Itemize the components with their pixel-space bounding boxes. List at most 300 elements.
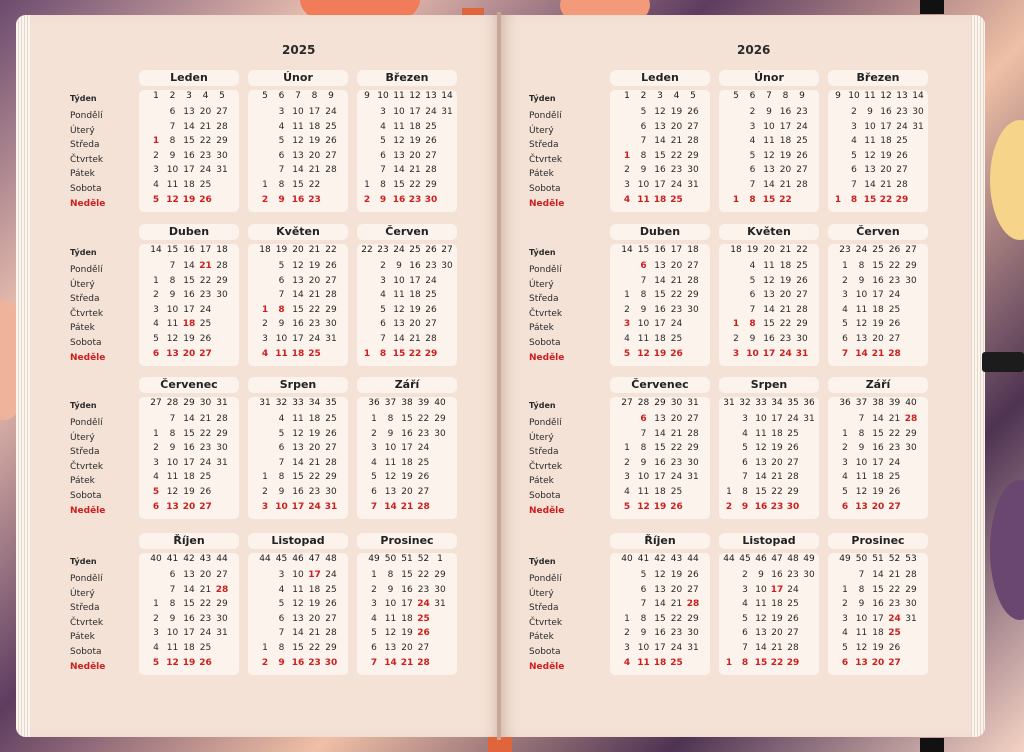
right-page <box>499 15 985 737</box>
week-number: 10 <box>848 91 860 101</box>
day-cell: 27 <box>888 501 901 512</box>
day-cell: 5 <box>842 319 848 330</box>
day-cell: 29 <box>325 472 337 483</box>
day-cell: 17 <box>291 501 305 512</box>
day-cell: 1 <box>842 584 848 595</box>
day-cell: 26 <box>888 319 901 330</box>
day-cell: 30 <box>687 165 699 176</box>
week-number: 29 <box>183 398 195 408</box>
day-cell: 12 <box>166 334 179 344</box>
day-cell: 30 <box>434 584 446 595</box>
day-cell: 26 <box>425 136 437 147</box>
day-cell: 4 <box>261 348 269 359</box>
day-cell: 5 <box>380 304 386 315</box>
day-cell: 26 <box>787 443 799 454</box>
day-cell: 21 <box>308 290 321 301</box>
day-cell: 8 <box>169 599 176 610</box>
week-number: 51 <box>872 554 884 564</box>
day-cell: 29 <box>425 180 437 190</box>
day-cell: 11 <box>637 657 650 668</box>
week-number: 10 <box>377 91 389 101</box>
day-cell: 9 <box>749 334 756 344</box>
day-cell: 25 <box>199 319 212 330</box>
weekday-labels <box>70 557 140 677</box>
day-cell: 20 <box>401 487 413 497</box>
day-cell: 31 <box>687 472 699 483</box>
day-cell: 16 <box>183 443 195 454</box>
day-cell: 4 <box>371 613 377 624</box>
week-number: 16 <box>654 245 666 255</box>
day-cell: 17 <box>308 107 321 117</box>
day-cell: 12 <box>763 275 775 286</box>
day-cell: 18 <box>654 487 666 497</box>
week-number: 46 <box>292 554 304 564</box>
day-cell: 11 <box>855 304 868 315</box>
day-cell: 1 <box>152 136 160 147</box>
day-cell: 21 <box>308 457 321 468</box>
day-cell: 31 <box>216 457 228 468</box>
day-cell: 21 <box>771 472 783 483</box>
day-cell: 4 <box>371 457 377 468</box>
day-cell: 3 <box>153 628 159 639</box>
day-cell: 21 <box>670 275 683 286</box>
month-grid <box>828 90 928 212</box>
month-name: Květen <box>719 224 819 240</box>
day-cell: 17 <box>183 457 195 468</box>
day-cell: 24 <box>308 501 321 512</box>
day-cell: 24 <box>199 628 212 639</box>
week-number: 25 <box>872 245 884 255</box>
day-cell: 2 <box>624 457 630 468</box>
day-cell: 28 <box>687 428 699 439</box>
day-cell: 17 <box>872 613 884 624</box>
month-name: Červen <box>357 224 457 240</box>
day-cell: 14 <box>654 428 666 439</box>
day-cell: 30 <box>905 275 917 286</box>
day-cell: 3 <box>624 643 630 653</box>
day-cell: 16 <box>292 487 304 497</box>
day-cell: 26 <box>325 428 337 439</box>
day-cell: 26 <box>199 334 212 344</box>
week-number: 14 <box>150 245 162 255</box>
day-cell: 16 <box>401 428 413 439</box>
day-cell: 27 <box>325 150 337 161</box>
day-cell: 28 <box>686 599 700 610</box>
month-name: Listopad <box>719 533 819 549</box>
day-cell: 20 <box>779 165 792 176</box>
day-cell: 23 <box>417 428 430 439</box>
month-block <box>828 70 928 212</box>
day-cell: 3 <box>623 319 631 330</box>
day-cell: 16 <box>409 261 421 271</box>
week-number: 16 <box>183 245 195 255</box>
day-cell: 2 <box>371 584 377 595</box>
day-cell: 18 <box>779 261 792 271</box>
day-cell: 17 <box>872 290 884 301</box>
week-label: Týden <box>529 94 556 103</box>
day-cell: 3 <box>278 107 285 117</box>
week-number: 17 <box>670 245 683 255</box>
day-cell: 22 <box>888 261 901 271</box>
week-number: 25 <box>409 245 421 255</box>
day-cell: 26 <box>687 570 699 580</box>
day-cell: 11 <box>855 628 868 639</box>
day-cell: 9 <box>396 261 402 271</box>
day-cell: 13 <box>763 165 775 176</box>
day-cell: 26 <box>325 136 337 147</box>
day-cell: 31 <box>441 107 453 117</box>
day-cell: 30 <box>803 570 815 580</box>
week-number: 35 <box>787 398 799 408</box>
day-cell: 15 <box>183 136 195 147</box>
day-cell: 13 <box>183 570 195 580</box>
day-cell: 10 <box>763 121 775 132</box>
week-number: 5 <box>690 91 696 101</box>
day-cell: 15 <box>393 180 405 190</box>
day-cell: 9 <box>640 457 647 468</box>
day-cell: 15 <box>755 487 767 497</box>
day-cell: 13 <box>292 275 304 286</box>
day-cell: 4 <box>153 180 159 190</box>
day-cell: 26 <box>670 501 683 512</box>
day-cell: 5 <box>152 194 160 205</box>
day-cell: 30 <box>216 150 228 161</box>
day-cell: 25 <box>325 414 337 424</box>
day-cell: 7 <box>278 457 285 468</box>
month-block <box>719 70 819 212</box>
day-cell: 21 <box>400 501 414 512</box>
day-cell: 3 <box>851 121 857 132</box>
day-cell: 30 <box>216 290 228 301</box>
day-cell: 1 <box>153 428 159 439</box>
day-cell: 9 <box>640 628 647 639</box>
day-cell: 5 <box>623 501 631 512</box>
day-cell: 8 <box>278 643 285 653</box>
week-number: 48 <box>787 554 799 564</box>
day-cell: 30 <box>441 261 453 271</box>
day-cell: 28 <box>787 472 799 483</box>
day-cell: 1 <box>725 657 733 668</box>
day-cell: 12 <box>637 348 650 359</box>
day-cell: 20 <box>670 584 683 595</box>
day-cell: 29 <box>216 275 228 286</box>
day-cell: 7 <box>169 414 176 424</box>
day-cell: 9 <box>169 290 176 301</box>
day-cell: 20 <box>182 501 196 512</box>
day-cell: 13 <box>654 261 666 271</box>
weekday-label: Sobota <box>529 491 561 501</box>
day-cell: 22 <box>670 613 683 624</box>
day-cell: 12 <box>855 643 868 653</box>
day-cell: 26 <box>199 194 212 205</box>
day-cell: 15 <box>872 428 884 439</box>
day-cell: 30 <box>216 613 228 624</box>
day-cell: 25 <box>199 180 212 190</box>
day-cell: 30 <box>687 457 699 468</box>
day-cell: 19 <box>779 275 792 286</box>
weekday-label: Pondělí <box>529 111 562 121</box>
week-number: 31 <box>216 398 228 408</box>
day-cell: 5 <box>749 150 756 161</box>
week-number: 41 <box>637 554 650 564</box>
day-cell: 24 <box>308 334 321 344</box>
month-block <box>610 224 710 366</box>
day-cell: 17 <box>762 348 776 359</box>
weekday-label: Sobota <box>529 338 561 348</box>
day-cell: 18 <box>409 290 421 301</box>
day-cell: 2 <box>261 194 269 205</box>
day-cell: 25 <box>796 136 808 147</box>
day-cell: 4 <box>742 599 748 610</box>
month-name: Říjen <box>139 533 239 549</box>
day-cell: 13 <box>393 150 405 161</box>
day-cell: 27 <box>787 628 799 639</box>
month-name: Březen <box>357 70 457 86</box>
day-cell: 23 <box>670 457 683 468</box>
day-cell: 7 <box>380 334 386 344</box>
day-cell: 21 <box>670 136 683 147</box>
day-cell: 9 <box>858 275 865 286</box>
week-number: 6 <box>278 91 285 101</box>
book-spine <box>497 12 501 740</box>
day-cell: 4 <box>851 136 857 147</box>
month-name: Prosinec <box>828 533 928 549</box>
day-cell: 5 <box>371 472 377 483</box>
day-cell: 4 <box>380 121 386 132</box>
day-cell: 7 <box>858 570 865 580</box>
week-number: 26 <box>425 245 437 255</box>
day-cell: 19 <box>771 613 783 624</box>
day-cell: 17 <box>880 121 892 132</box>
day-cell: 18 <box>182 319 196 330</box>
month-grid <box>610 553 710 675</box>
day-cell: 3 <box>380 275 386 286</box>
day-cell: 6 <box>278 150 285 161</box>
month-grid <box>248 397 348 519</box>
day-cell: 6 <box>169 107 176 117</box>
month-grid <box>139 397 239 519</box>
day-cell: 9 <box>640 304 647 315</box>
day-cell: 26 <box>796 150 808 161</box>
day-cell: 3 <box>749 121 756 132</box>
day-cell: 21 <box>779 180 792 190</box>
day-cell: 13 <box>183 107 195 117</box>
month-grid <box>610 397 710 519</box>
day-cell: 6 <box>640 121 647 132</box>
day-cell: 1 <box>842 261 848 271</box>
month-block <box>610 377 710 519</box>
day-cell: 13 <box>654 121 666 132</box>
week-number: 11 <box>393 91 405 101</box>
day-cell: 19 <box>880 150 892 161</box>
day-cell: 10 <box>864 121 876 132</box>
month-name: Leden <box>610 70 710 86</box>
week-number: 42 <box>654 554 666 564</box>
month-block <box>139 224 239 366</box>
day-cell: 17 <box>308 570 321 580</box>
day-cell: 14 <box>393 165 405 176</box>
day-cell: 4 <box>278 414 285 424</box>
day-cell: 10 <box>393 107 405 117</box>
weekday-label: Neděle <box>529 352 565 363</box>
week-number: 19 <box>275 245 288 255</box>
day-cell: 30 <box>687 628 699 639</box>
day-cell: 11 <box>637 194 650 205</box>
weekday-label: Sobota <box>70 338 102 348</box>
day-cell: 5 <box>152 487 160 497</box>
day-cell: 27 <box>425 319 437 330</box>
page-edge <box>971 15 985 737</box>
day-cell: 29 <box>687 443 699 454</box>
month-grid <box>248 244 348 366</box>
day-cell: 28 <box>425 334 437 344</box>
day-cell: 11 <box>275 348 288 359</box>
day-cell: 27 <box>216 107 228 117</box>
day-cell: 21 <box>400 657 414 668</box>
day-cell: 3 <box>153 165 159 176</box>
day-cell: 24 <box>425 275 437 286</box>
day-cell: 6 <box>278 443 285 454</box>
day-cell: 9 <box>169 150 176 161</box>
day-cell: 9 <box>278 487 285 497</box>
day-cell: 5 <box>851 150 857 161</box>
month-block <box>357 70 457 212</box>
week-number: 52 <box>417 554 430 564</box>
day-cell: 14 <box>384 657 397 668</box>
month-block <box>248 377 348 519</box>
day-cell: 2 <box>153 150 159 161</box>
day-cell: 21 <box>670 428 683 439</box>
day-cell: 27 <box>796 290 808 301</box>
week-number: 38 <box>401 398 413 408</box>
week-number: 5 <box>262 91 268 101</box>
day-cell: 12 <box>384 472 397 483</box>
day-cell: 11 <box>292 584 304 595</box>
day-cell: 24 <box>888 613 901 624</box>
day-cell: 26 <box>325 599 337 610</box>
day-cell: 20 <box>401 643 413 653</box>
day-cell: 14 <box>872 570 884 580</box>
week-number: 22 <box>796 245 808 255</box>
day-cell: 27 <box>325 443 337 454</box>
day-cell: 9 <box>640 165 647 176</box>
day-cell: 20 <box>308 150 321 161</box>
day-cell: 24 <box>670 180 683 190</box>
day-cell: 29 <box>216 428 228 439</box>
day-cell: 29 <box>325 643 337 653</box>
day-cell: 23 <box>787 570 799 580</box>
day-cell: 3 <box>278 570 285 580</box>
weekday-label: Pondělí <box>70 574 103 584</box>
day-cell: 24 <box>417 599 430 610</box>
day-cell: 3 <box>842 290 848 301</box>
day-cell: 8 <box>640 290 647 301</box>
week-number: 23 <box>377 245 389 255</box>
day-cell: 28 <box>325 457 337 468</box>
day-cell: 2 <box>363 194 371 205</box>
day-cell: 22 <box>199 599 212 610</box>
week-number: 31 <box>687 398 699 408</box>
week-number: 7 <box>766 91 772 101</box>
week-number: 36 <box>839 398 851 408</box>
day-cell: 27 <box>787 457 799 468</box>
month-name: Říjen <box>610 533 710 549</box>
day-cell: 23 <box>779 334 792 344</box>
day-cell: 18 <box>291 348 305 359</box>
day-cell: 18 <box>183 180 195 190</box>
day-cell: 15 <box>292 472 304 483</box>
weekday-labels <box>70 94 140 214</box>
day-cell: 13 <box>384 487 397 497</box>
weekday-label: Čtvrtek <box>529 308 563 319</box>
day-cell: 16 <box>872 443 884 454</box>
month-grid <box>357 244 457 366</box>
day-cell: 3 <box>842 613 848 624</box>
day-cell: 26 <box>896 150 908 161</box>
week-number: 17 <box>199 245 212 255</box>
day-cell: 28 <box>687 136 699 147</box>
day-cell: 30 <box>324 657 338 668</box>
week-number: 49 <box>839 554 851 564</box>
week-number: 18 <box>216 245 228 255</box>
day-cell: 23 <box>670 304 683 315</box>
month-block <box>357 377 457 519</box>
week-number: 9 <box>799 91 805 101</box>
day-cell: 12 <box>654 107 666 117</box>
day-cell: 3 <box>732 348 740 359</box>
day-cell: 16 <box>654 628 666 639</box>
day-cell: 23 <box>896 107 908 117</box>
day-cell: 27 <box>199 348 212 359</box>
day-cell: 4 <box>380 290 386 301</box>
day-cell: 25 <box>199 472 212 483</box>
day-cell: 22 <box>308 472 321 483</box>
day-cell: 27 <box>417 643 430 653</box>
day-cell: 6 <box>841 501 849 512</box>
day-cell: 2 <box>842 443 848 454</box>
weekday-label: Úterý <box>529 125 554 136</box>
day-cell: 28 <box>425 165 437 176</box>
day-cell: 30 <box>325 319 337 330</box>
day-cell: 5 <box>749 275 756 286</box>
day-cell: 29 <box>895 194 909 205</box>
day-cell: 23 <box>888 275 901 286</box>
week-number: 39 <box>888 398 901 408</box>
day-cell: 22 <box>409 180 421 190</box>
week-number: 39 <box>417 398 430 408</box>
week-number: 18 <box>687 245 699 255</box>
week-number: 7 <box>295 91 301 101</box>
month-block <box>828 533 928 675</box>
weekday-label: Úterý <box>70 432 95 443</box>
month-block <box>610 533 710 675</box>
day-cell: 12 <box>637 501 650 512</box>
day-cell: 17 <box>771 414 783 424</box>
day-cell: 8 <box>749 194 756 205</box>
day-cell: 31 <box>216 165 228 176</box>
day-cell: 31 <box>216 628 228 639</box>
day-cell: 1 <box>371 414 377 424</box>
day-cell: 7 <box>278 628 285 639</box>
day-cell: 8 <box>858 261 865 271</box>
day-cell: 24 <box>670 643 683 653</box>
day-cell: 23 <box>308 319 321 330</box>
day-cell: 20 <box>670 414 683 424</box>
day-cell: 5 <box>278 261 285 271</box>
weekday-labels <box>529 94 599 214</box>
week-number: 44 <box>259 554 271 564</box>
day-cell: 18 <box>872 304 884 315</box>
